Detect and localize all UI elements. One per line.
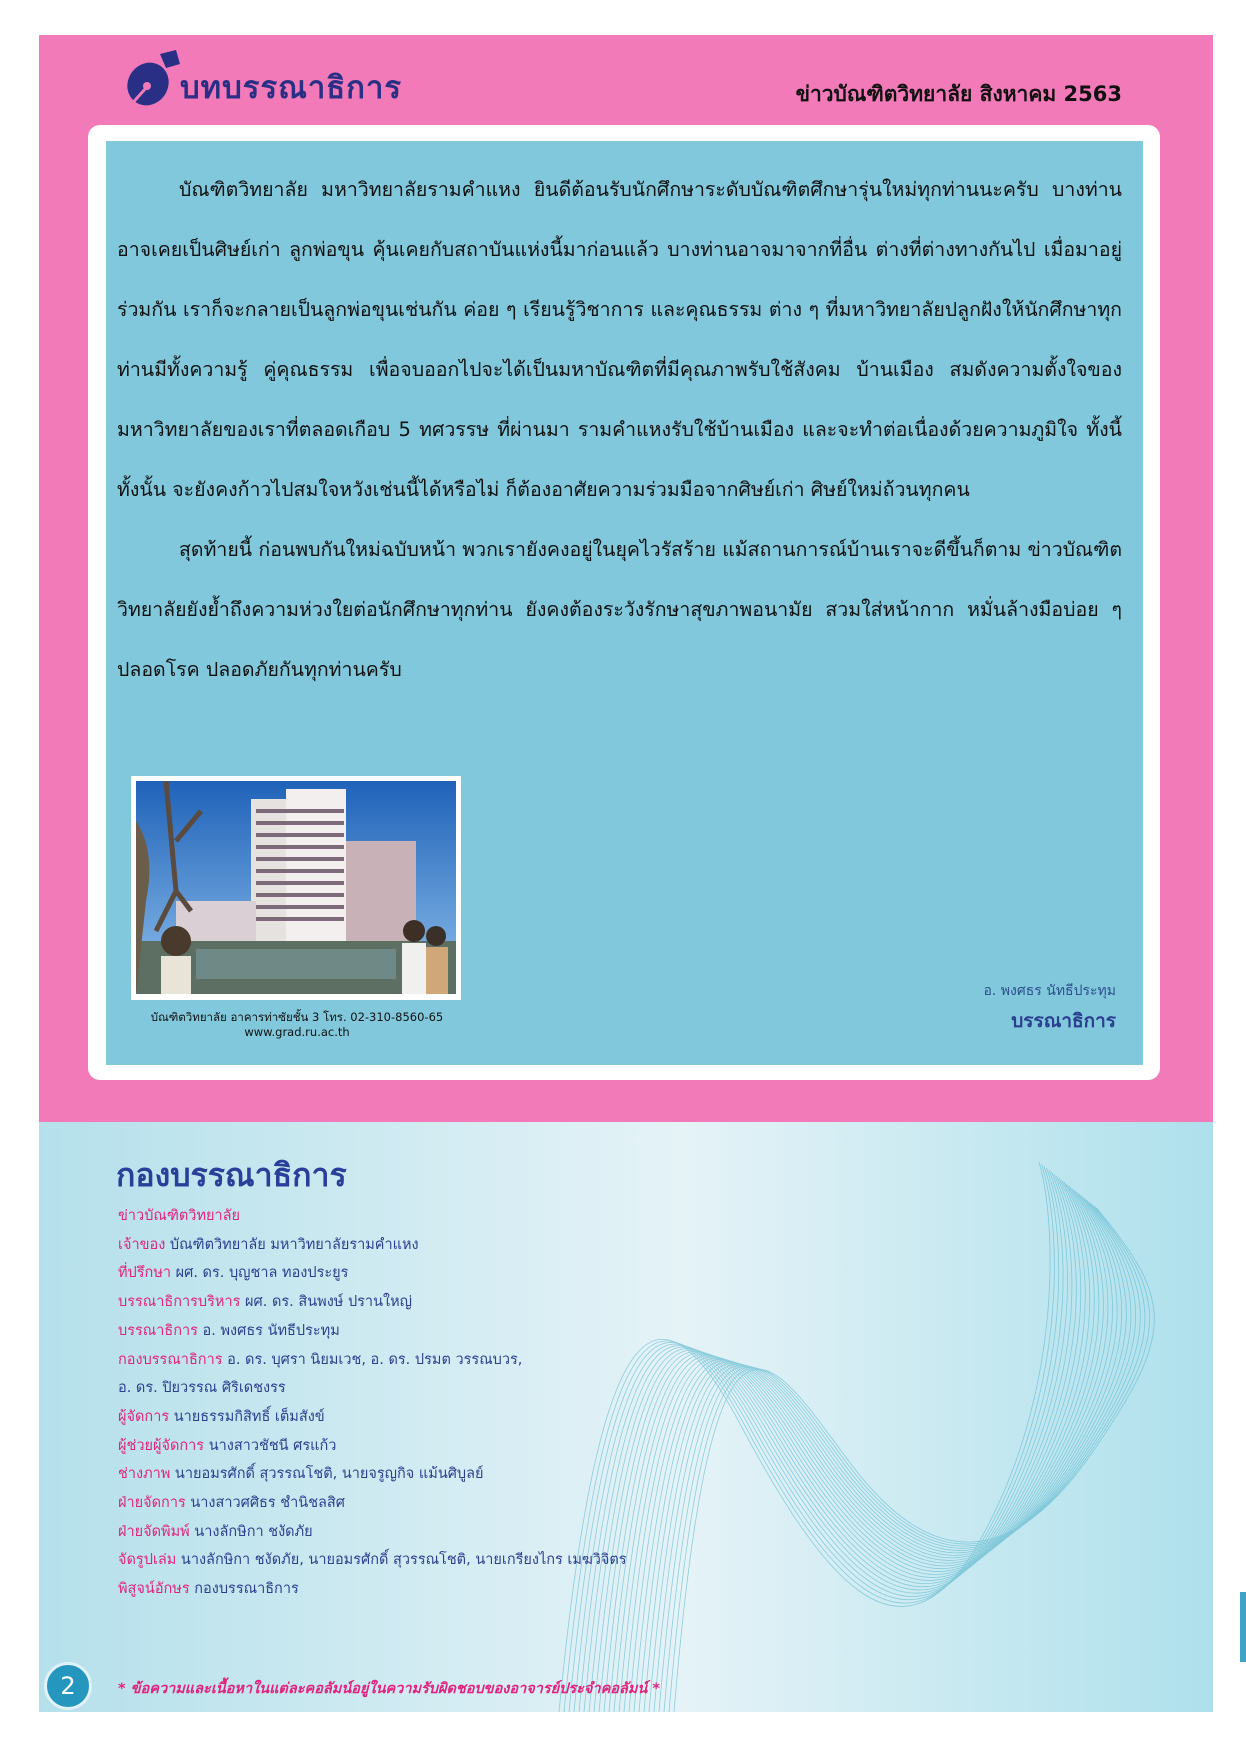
wave-line [664, 1204, 1145, 1712]
staff-row [118, 1575, 627, 1604]
staff-row [118, 1346, 627, 1375]
photo-caption [132, 1010, 462, 1040]
staff-row-value: อ. ดร. ปิยวรรณ ศิริเดชงรร [118, 1380, 286, 1397]
staff-row-label: พิสูจน์อักษร [118, 1581, 190, 1598]
staff-row-value: นางลักษิกา ชงัดภัย [189, 1523, 313, 1540]
staff-row-value: ผศ. ดร. บุญชาล ทองประยูร [171, 1265, 349, 1282]
staff-row-value: นางสาวศศิธร ชำนิชลสิศ [185, 1495, 345, 1512]
pen-nib-icon [122, 48, 182, 110]
staff-row [118, 1288, 627, 1317]
editor-role: บรรณาธิการ [1011, 1010, 1116, 1032]
staff-row [118, 1259, 627, 1288]
wave-line [569, 1166, 1059, 1712]
staff-row-label: ผู้ช่วยผู้จัดการ [118, 1437, 205, 1454]
staff-row-value: กองบรรณาธิการ [189, 1581, 299, 1598]
footnote: * ข้อความและเนื้อหาในแต่ละคอลัมน์อยู่ในความรับผิดชอบของอาจารย์ประจำคอลัมน์ * [118, 1681, 660, 1697]
page-number: 2 [44, 1662, 92, 1710]
wave-line [574, 1168, 1063, 1712]
wave-line [619, 1186, 1103, 1712]
staff-list [118, 1202, 627, 1604]
staff-row-value: นายอมรศักดิ์ สุวรรณโชติ, นายจรูญกิจ แม้นศิบูลย์ [170, 1466, 484, 1483]
photo-caption-line-1: บัณฑิตวิทยาลัย อาคารท่าซัยชั้น 3 โทร. 02-310-8560-65 [150, 1010, 444, 1024]
column-title: บทบรรณาธิการ [180, 70, 403, 106]
staff-row-label: ฝ่ายจัดพิมพ์ [118, 1523, 190, 1540]
wave-line [559, 1162, 1050, 1712]
wave-line [669, 1206, 1150, 1712]
staff-title: กองบรรณาธิการ [116, 1156, 347, 1194]
staff-row-value: อ. ดร. บุศรา นิยมเวช, อ. ดร. ปรมต วรรณบวร, [222, 1351, 523, 1368]
staff-row-label: จัดรูปเล่ม [118, 1552, 177, 1569]
staff-row-label: ที่ปรึกษา [118, 1265, 172, 1282]
staff-row-label: ฝ่ายจัดการ [118, 1495, 186, 1512]
staff-row-value: อ. พงศธร นัทธีประทุม [197, 1322, 340, 1339]
staff-row [118, 1546, 627, 1575]
wave-line [634, 1192, 1117, 1712]
photo-caption-line-2: www.grad.ru.ac.th [244, 1025, 350, 1039]
issue-label: ข่าวบัณฑิตวิทยาลัย สิงหาคม 2563 [795, 82, 1122, 106]
side-tab [1240, 1592, 1246, 1662]
staff-publication-label: ข่าวบัณฑิตวิทยาลัย [118, 1208, 241, 1224]
staff-row-value: บัณฑิตวิทยาลัย มหาวิทยาลัยรามคำแหง [165, 1236, 419, 1253]
staff-row-value: นางลักษิกา ชงัดภัย, นายอมรศักดิ์ สุวรรณโชติ, นายเกรียงไกร เมฆวิจิตร [176, 1552, 627, 1569]
staff-row [118, 1403, 627, 1432]
staff-row-label: บรรณาธิการบริหาร [118, 1294, 241, 1311]
wave-line [659, 1202, 1140, 1712]
wave-line [564, 1164, 1054, 1712]
staff-row-label: บรรณาธิการ [118, 1322, 198, 1339]
wave-line [614, 1184, 1099, 1712]
staff-row-label: เจ้าของ [118, 1236, 166, 1253]
editor-signature [983, 980, 1116, 1036]
staff-row [118, 1432, 627, 1461]
staff-row [118, 1374, 627, 1403]
editor-name: อ. พงศธร นัทธีประทุม [983, 983, 1116, 999]
staff-row-value: นายธรรมกิสิทธิ์ เต็มสังข์ [169, 1408, 325, 1425]
staff-row-label: กองบรรณาธิการ [118, 1351, 223, 1368]
staff-row-label: ผู้จัดการ [118, 1408, 170, 1425]
staff-row [118, 1489, 627, 1518]
staff-row [118, 1460, 627, 1489]
staff-row-label: ช่างภาพ [118, 1466, 171, 1483]
wave-line [629, 1190, 1113, 1712]
editorial-text [117, 160, 1122, 700]
staff-row [118, 1317, 627, 1346]
staff-row [118, 1231, 627, 1260]
campus-building-photo [136, 781, 456, 994]
editorial-paragraph-1: บัณฑิตวิทยาลัย มหาวิทยาลัยรามคำแหง ยินดีต้อนรับนักศึกษาระดับบัณฑิตศึกษารุ่นใหม่ทุกท่านนะครับ บางท่านอาจเคยเป็นศิษย์เก่า ลูกพ่อขุน คุ้นเคยกับสถาบันแห่งนี้มาก่อนแล้ว บางท่านอาจมาจากที่อื่น ต่างที่ต่างทางกันไป เมื่อมาอยู่ร่วมกัน เราก็จะกลายเป็นลูกพ่อขุนเช่นกัน ค่อย ๆ เรียนรู้วิชาการ และคุณธรรม ต่าง ๆ ที่มหาวิทยาลัยปลูกฝังให้นักศึกษาทุกท่านมีทั้งความรู้ คู่คุณธรรม เพื่อจบออกไปจะได้เป็นมหาบัณฑิตที่มีคุณภาพรับใช้สังคม บ้านเมือง สมดังความตั้งใจของมหาวิทยาลัยของเราที่ตลอดเกือบ 5 ทศวรรษ ที่ผ่านมา รามคำแหงรับใช้บ้านเมือง และจะทำต่อเนื่องด้วยความภูมิใจ ทั้งนี้ทั้งนั้น จะยังคงก้าวไปสมใจหวังเช่นนี้ได้หรือไม่ ก็ต้องอาศัยความร่วมมือจากศิษย์เก่า ศิษย์ใหม่ถ้วนทุกคน [117, 178, 1122, 501]
editorial-paragraph-2: สุดท้ายนี้ ก่อนพบกันใหม่ฉบับหน้า พวกเรายังคงอยู่ในยุคไวรัสร้าย แม้สถานการณ์บ้านเราจะดีขึ้นก็ตาม ข่าวบัณฑิตวิทยาลัยยังย้ำถึงความห่วงใยต่อนักศึกษาทุกท่าน ยังคงต้องระวังรักษาสุขภาพอนามัย สวมใส่หน้ากาก หมั่นล้างมือบ่อย ๆ ปลอดโรค ปลอดภัยกันทุกท่านครับ [117, 538, 1122, 681]
staff-row [118, 1518, 627, 1547]
staff-row-value: ผศ. ดร. สินพงษ์ ปรานใหญ่ [240, 1294, 412, 1311]
staff-publication [118, 1202, 627, 1231]
staff-row-value: นางสาวชัชนี ศรแก้ว [204, 1437, 337, 1454]
